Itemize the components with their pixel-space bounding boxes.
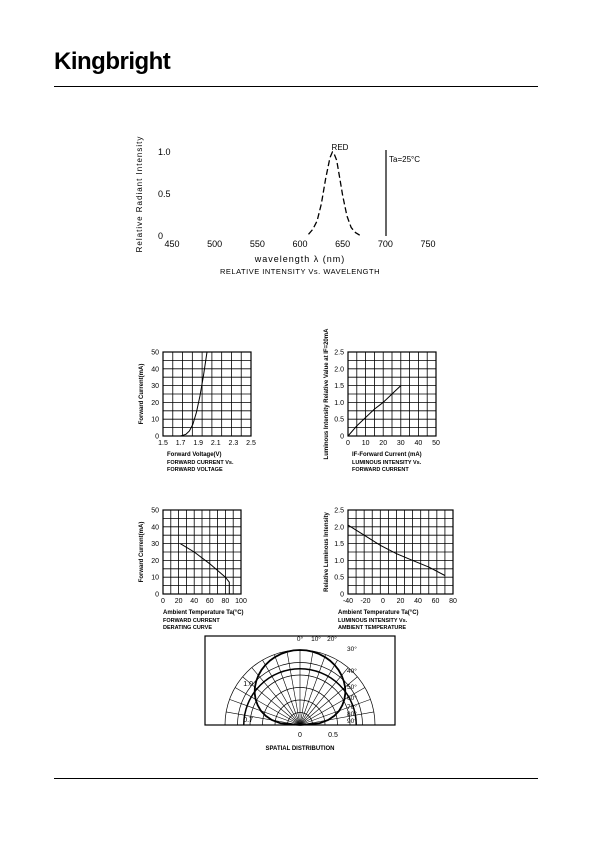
y-tick-label: 0.5	[334, 416, 344, 424]
x-axis-label: Forward Voltage(V)	[167, 452, 222, 458]
polar-chart	[205, 636, 395, 725]
angle-label: 90°	[347, 718, 357, 725]
x-tick-label: 2.5	[246, 440, 256, 447]
x-tick-label: -20	[360, 598, 371, 605]
x-tick-label: 650	[335, 239, 351, 249]
y-tick-label: 1.0	[158, 147, 171, 157]
x-tick-label: 2.3	[228, 440, 239, 447]
y-axis-label: Forward Current(mA)	[139, 521, 145, 583]
chart-caption: AMBIENT TEMPERATURE	[338, 625, 407, 631]
radius-label: 1.0	[243, 681, 253, 688]
x-tick-label: 700	[377, 239, 393, 249]
x-tick-label: 0	[161, 598, 165, 605]
y-tick-label: 0.5	[158, 189, 171, 199]
x-tick-label: 1.7	[175, 440, 186, 447]
brand-logo: Kingbright	[54, 48, 171, 75]
series-label-red: RED	[331, 143, 349, 152]
y-tick-label: 0	[155, 433, 159, 441]
y-tick-label: 10	[151, 574, 159, 582]
y-tick-label: 20	[151, 557, 159, 565]
x-axis-label: Ambient Temperature Ta(°C)	[163, 610, 244, 616]
y-tick-label: 40	[151, 524, 159, 532]
y-axis-label: Relative Radiant Intensity	[135, 135, 144, 253]
plot-grid	[163, 352, 251, 436]
x-tick-label: 80	[449, 598, 457, 605]
x-tick-label: 1.5	[158, 440, 168, 447]
y-tick-label: 0	[340, 591, 344, 599]
angle-label: 50°	[347, 684, 357, 691]
angle-label: 0°	[296, 636, 304, 643]
x-tick-label: 80	[221, 598, 230, 605]
x-tick-label: 30	[396, 440, 405, 447]
chart-caption: FORWARD CURRENT Vs.	[167, 460, 234, 466]
x-tick-label: 1.9	[193, 440, 204, 447]
chart-caption: LUMINOUS INTENSITY Vs.	[338, 618, 408, 624]
chart-caption: SPATIAL DISTRIBUTION	[265, 746, 335, 752]
y-axis-label: Forward Current(mA)	[139, 363, 145, 425]
x-tick-label: 40	[414, 598, 422, 605]
annotation-temp: Ta=25°C	[389, 155, 420, 164]
y-tick-label: 20	[151, 399, 159, 407]
angle-label: 20°	[327, 636, 337, 643]
y-tick-label: 2.0	[334, 366, 344, 374]
x-tick-label: 20	[396, 598, 405, 605]
chart-caption: FORWARD CURRENT	[352, 467, 409, 473]
chart-caption: LUMINOUS INTENSITY Vs.	[352, 460, 422, 466]
y-tick-label: 2.5	[334, 349, 344, 357]
y-axis-label: Luminous Intensity Relative Value at IF=20mA	[324, 328, 330, 460]
x-tick-label: 40	[414, 440, 423, 447]
x-tick-label: 40	[190, 598, 199, 605]
x-tick-label: 60	[431, 598, 440, 605]
x-tick-label: 20	[174, 598, 183, 605]
y-tick-label: 2.0	[334, 524, 344, 532]
x-axis-label: IF-Forward Current (mA)	[352, 452, 422, 458]
x-tick-label: 2.1	[210, 440, 221, 447]
x-tick-label: 60	[205, 598, 214, 605]
y-tick-label: 2.5	[334, 507, 344, 515]
y-tick-label: 1.5	[334, 383, 344, 391]
y-tick-label: 10	[151, 416, 159, 424]
x-tick-label: 20	[379, 440, 388, 447]
bottom-tick-label: 0.5	[328, 732, 338, 739]
y-tick-label: 30	[151, 383, 159, 391]
angle-label: 30°	[347, 646, 357, 653]
y-tick-label: 0.5	[334, 574, 344, 582]
angle-label: 80°	[347, 711, 357, 718]
y-tick-label: 0	[340, 433, 344, 441]
y-tick-label: 50	[151, 349, 159, 357]
angle-label: 70°	[347, 704, 357, 711]
chart-caption: FORWARD CURRENT	[163, 618, 220, 624]
y-tick-label: 0	[158, 231, 164, 241]
plot-grid	[348, 510, 453, 594]
y-tick-label: 30	[151, 541, 159, 549]
x-tick-label: 10	[361, 440, 370, 447]
y-axis-label: Relative Luminous Intensity	[324, 512, 330, 592]
x-tick-label: 100	[235, 598, 247, 605]
series-red-line	[309, 152, 360, 235]
chart-caption: DERATING CURVE	[163, 625, 212, 631]
chart-caption: FORWARD VOLTAGE	[167, 467, 223, 473]
angle-label: 60°	[347, 695, 357, 702]
angle-label: 10°	[311, 636, 321, 643]
x-tick-label: 600	[292, 239, 308, 249]
y-tick-label: 1.0	[334, 399, 344, 407]
x-tick-label: 750	[420, 239, 436, 249]
x-tick-label: 550	[249, 239, 265, 249]
angle-label: 40°	[347, 668, 357, 675]
radius-label: 0.7	[243, 717, 253, 724]
bottom-tick-label: 0	[298, 732, 302, 739]
x-tick-label: 0	[381, 598, 385, 605]
x-tick-label: 50	[432, 440, 440, 447]
x-tick-label: 500	[207, 239, 223, 249]
y-tick-label: 50	[151, 507, 159, 515]
x-tick-label: 0	[346, 440, 350, 447]
x-axis-label: Ambient Temperature Ta(°C)	[338, 610, 419, 616]
x-tick-label: -40	[342, 598, 354, 605]
chart-caption: RELATIVE INTENSITY Vs. WAVELENGTH	[220, 267, 380, 276]
x-axis-label: wavelength λ (nm)	[254, 254, 346, 264]
y-tick-label: 1.0	[334, 557, 344, 565]
y-tick-label: 0	[155, 591, 159, 599]
y-tick-label: 1.5	[334, 541, 344, 549]
y-tick-label: 40	[151, 366, 159, 374]
x-tick-label: 450	[164, 239, 180, 249]
